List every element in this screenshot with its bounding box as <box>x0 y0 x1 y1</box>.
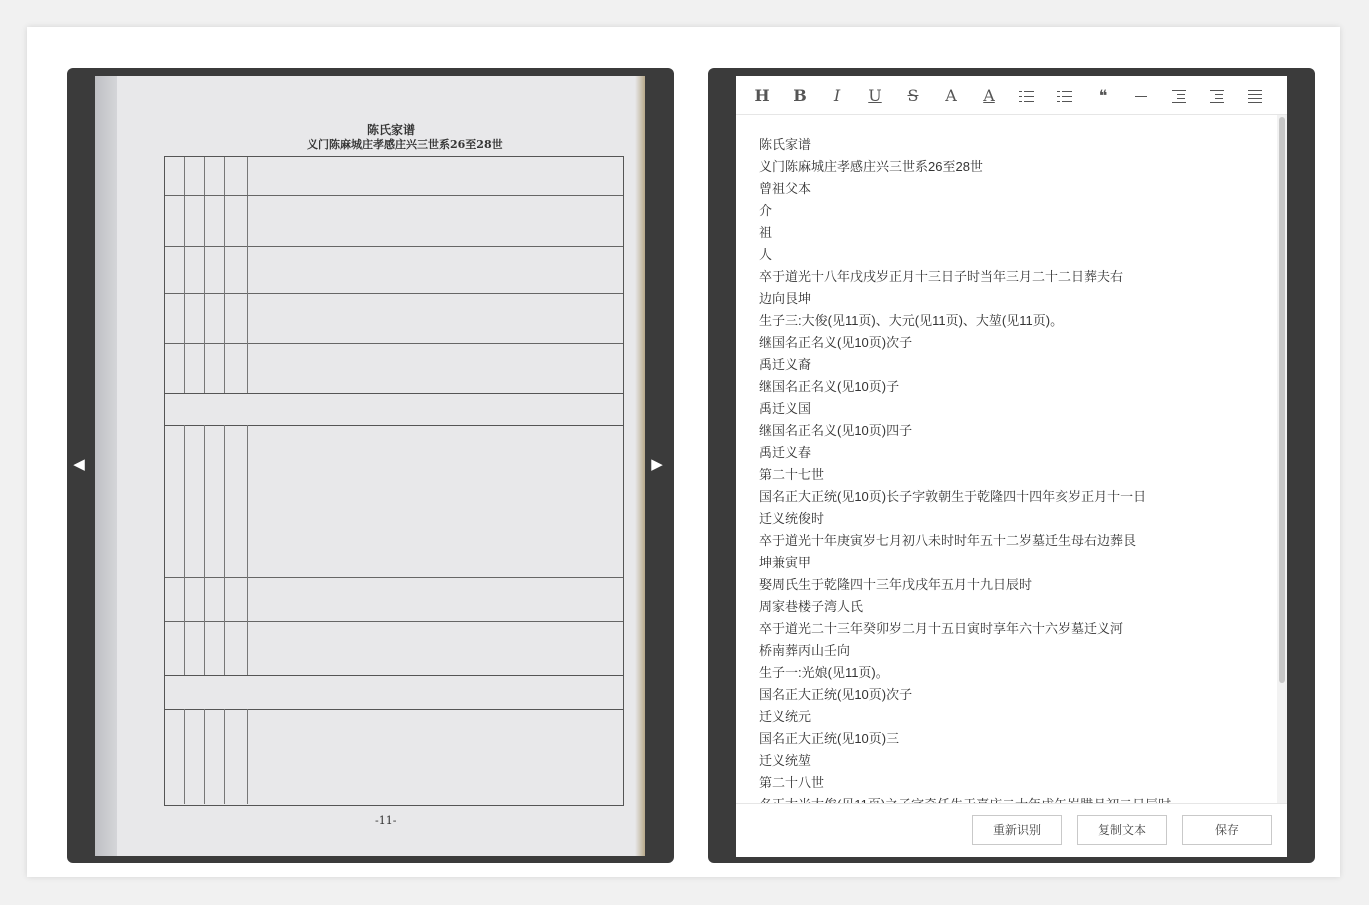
ocr-text-line[interactable]: 卒于道光十年庚寅岁七月初八未时时年五十二岁墓迁生母右边葬艮 <box>759 533 1137 548</box>
editor-body <box>736 76 1287 856</box>
doc-subtitle: 义门陈麻城庄孝感庄兴三世系26至28世 <box>307 138 503 151</box>
heading-icon: H <box>754 86 770 105</box>
scrollbar[interactable] <box>1277 115 1287 803</box>
ocr-text-line[interactable]: 桥南葬丙山壬向 <box>759 643 851 658</box>
prev-page-button[interactable] <box>72 454 86 474</box>
scanned-page-image <box>95 76 645 856</box>
ocr-text[interactable] <box>759 134 1171 816</box>
page-number: -11- <box>375 814 397 827</box>
background-color-icon: A <box>983 86 995 105</box>
re-recognize-button[interactable]: 重新识别 <box>972 815 1062 845</box>
ocr-text-line[interactable]: 周家巷楼子湾人氏 <box>759 599 864 614</box>
chevron-left-icon: ◀ <box>73 455 85 473</box>
ocr-text-line[interactable]: 继国名正名义(见10页)子 <box>759 379 900 394</box>
ocr-text-line[interactable]: 陈氏家谱 <box>759 137 812 152</box>
ocr-text-line[interactable]: 迁义统俊时 <box>759 511 825 526</box>
scrollbar-thumb[interactable] <box>1279 117 1285 683</box>
ocr-text-line[interactable]: 禹迁义裔 <box>759 357 812 372</box>
editor-content[interactable] <box>736 115 1277 803</box>
next-page-button[interactable] <box>650 454 664 474</box>
ocr-text-line[interactable]: 介 <box>759 203 773 218</box>
outdent-button[interactable] <box>1206 85 1228 107</box>
strikethrough-icon: S <box>907 86 919 105</box>
ocr-editor <box>708 68 1315 863</box>
ocr-text-line[interactable]: 祖 <box>759 225 773 240</box>
ocr-text-line[interactable]: 国名正大正统(见10页)次子 <box>759 687 913 702</box>
ocr-text-line[interactable]: 义门陈麻城庄孝感庄兴三世系26至28世 <box>759 159 983 174</box>
ocr-text-line[interactable]: 继国名正名义(见10页)四子 <box>759 423 913 438</box>
ocr-text-line[interactable]: 边向艮坤 <box>759 291 812 306</box>
quote-button[interactable] <box>1092 85 1114 107</box>
quote-icon: ❝ <box>1098 86 1108 105</box>
ocr-text-line[interactable]: 生子一:光娘(见11页)。 <box>759 665 889 680</box>
ocr-text-line[interactable]: 第二十七世 <box>759 467 825 482</box>
unordered-list-button[interactable] <box>1054 85 1076 107</box>
chevron-right-icon: ▶ <box>651 455 663 473</box>
italic-button[interactable] <box>826 85 848 107</box>
doc-title: 陈氏家谱 <box>367 123 416 137</box>
ocr-text-line[interactable]: 曾祖父本 <box>759 181 812 196</box>
italic-icon: I <box>833 86 841 105</box>
strikethrough-button[interactable] <box>902 85 924 107</box>
ocr-text-line[interactable]: 国名正大正统(见10页)长子字敦朝生于乾隆四十四年亥岁正月十一日 <box>759 489 1147 504</box>
ocr-text-line[interactable]: 坤兼寅甲 <box>759 555 812 570</box>
editor-footer <box>736 803 1287 857</box>
underline-icon: U <box>868 86 882 105</box>
font-color-button[interactable] <box>940 85 962 107</box>
ocr-text-line[interactable]: 迁义统堃 <box>759 753 812 768</box>
ocr-text-line[interactable]: 娶周氏生于乾隆四十三年戊戌年五月十九日辰时 <box>759 577 1033 592</box>
page-sheet <box>117 76 645 856</box>
genealogy-table <box>164 156 624 806</box>
ordered-list-button[interactable] <box>1016 85 1038 107</box>
image-viewer <box>67 68 674 863</box>
horizontal-rule-button[interactable] <box>1130 85 1152 107</box>
ocr-text-line[interactable]: 卒于道光十八年戊戌岁正月十三日子时当年三月二十二日葬夫右 <box>759 269 1124 284</box>
save-button[interactable]: 保存 <box>1182 815 1272 845</box>
ocr-text-line[interactable]: 国名正大正统(见10页)三 <box>759 731 900 746</box>
ocr-text-line[interactable]: 迁义统元 <box>759 709 812 724</box>
ocr-text-line[interactable]: 第二十八世 <box>759 775 825 790</box>
font-color-icon: A <box>945 86 957 105</box>
heading-button[interactable] <box>751 85 773 107</box>
ocr-text-line[interactable]: 禹迁义国 <box>759 401 812 416</box>
bold-button[interactable] <box>789 85 811 107</box>
ocr-text-line[interactable]: 人 <box>759 247 773 262</box>
background-color-button[interactable] <box>978 85 1000 107</box>
ocr-text-line[interactable]: 继国名正名义(见10页)次子 <box>759 335 913 350</box>
bold-icon: B <box>793 86 807 105</box>
ocr-text-line[interactable]: 卒于道光二十三年癸卯岁二月十五日寅时享年六十六岁墓迁义河 <box>759 621 1124 636</box>
ocr-text-line[interactable]: 禹迁义春 <box>759 445 812 460</box>
copy-text-button[interactable]: 复制文本 <box>1077 815 1167 845</box>
editor-toolbar <box>736 76 1287 115</box>
indent-button[interactable] <box>1168 85 1190 107</box>
underline-button[interactable] <box>864 85 886 107</box>
align-button[interactable] <box>1244 85 1266 107</box>
ocr-text-line[interactable]: 生子三:大俊(见11页)、大元(见11页)、大堃(见11页)。 <box>759 313 1064 328</box>
